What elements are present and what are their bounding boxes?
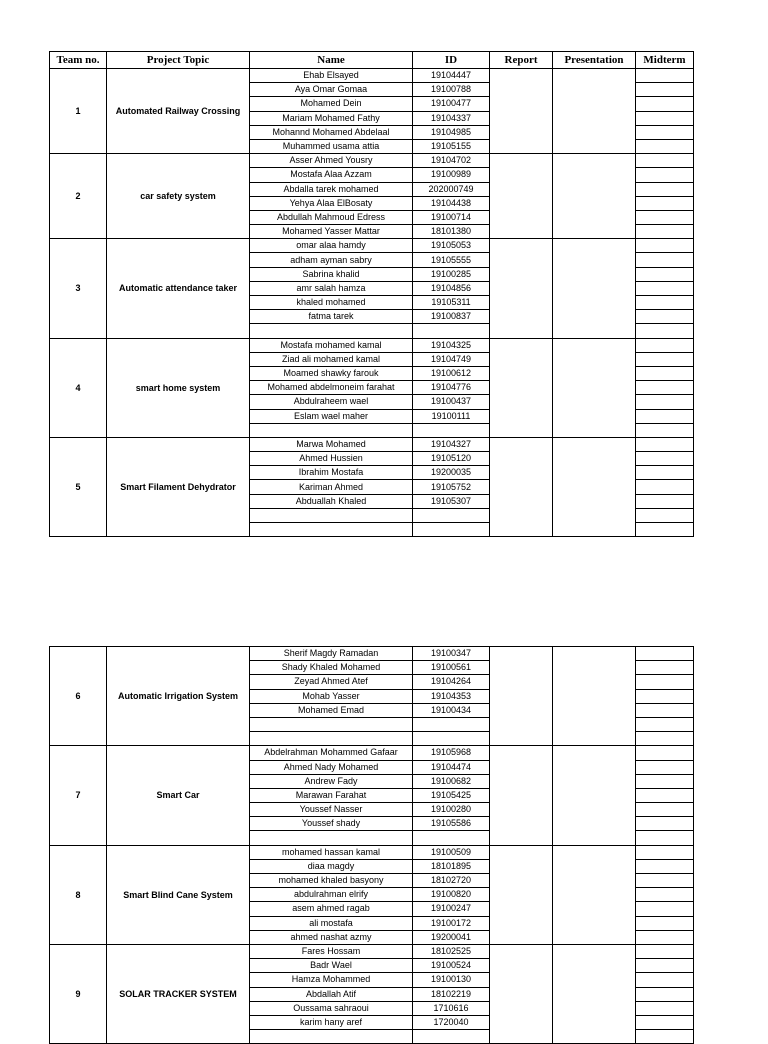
member-id-cell: 19100524: [413, 959, 490, 973]
member-name-cell: Ahmed Hussien: [250, 452, 413, 466]
member-id-cell: 19104353: [413, 689, 490, 703]
member-id-cell: [413, 1030, 490, 1044]
midterm-grade-cell[interactable]: [636, 760, 694, 774]
member-id-cell: 19100714: [413, 210, 490, 224]
member-id-cell: 19104438: [413, 196, 490, 210]
report-grade-cell[interactable]: [490, 746, 553, 845]
team-number-cell: 3: [50, 239, 107, 338]
member-name-cell: Oussama sahraoui: [250, 1001, 413, 1015]
member-name-cell: Mariam Mohamed Fathy: [250, 111, 413, 125]
member-id-cell: 19100477: [413, 97, 490, 111]
member-name-cell: mohamed hassan kamal: [250, 845, 413, 859]
member-name-cell: Kariman Ahmed: [250, 480, 413, 494]
member-id-cell: 19100612: [413, 366, 490, 380]
member-id-cell: [413, 423, 490, 437]
member-name-cell: [250, 423, 413, 437]
member-name-cell: asem ahmed ragab: [250, 902, 413, 916]
project-teams-table-1: [49, 51, 694, 537]
member-id-cell: [413, 717, 490, 731]
member-name-cell: Mohamed Emad: [250, 703, 413, 717]
member-name-cell: Eslam wael maher: [250, 409, 413, 423]
midterm-grade-cell[interactable]: [636, 689, 694, 703]
member-id-cell: 18101895: [413, 859, 490, 873]
member-id-cell: 19105968: [413, 746, 490, 760]
midterm-grade-cell[interactable]: [636, 675, 694, 689]
header-midterm: Midterm: [636, 52, 694, 69]
midterm-grade-cell[interactable]: [636, 803, 694, 817]
midterm-grade-cell[interactable]: [636, 788, 694, 802]
midterm-grade-cell[interactable]: [636, 480, 694, 494]
member-id-cell: 19104325: [413, 338, 490, 352]
member-name-cell: mohamed khaled basyony: [250, 874, 413, 888]
midterm-grade-cell[interactable]: [636, 168, 694, 182]
member-name-cell: [250, 831, 413, 845]
member-name-cell: Mostafa mohamed kamal: [250, 338, 413, 352]
member-id-cell: 1710616: [413, 1001, 490, 1015]
header-name: Name: [250, 52, 413, 69]
midterm-grade-cell[interactable]: [636, 253, 694, 267]
midterm-grade-cell[interactable]: [636, 281, 694, 295]
member-id-cell: 18101380: [413, 225, 490, 239]
member-name-cell: Youssef Nasser: [250, 803, 413, 817]
midterm-grade-cell[interactable]: [636, 874, 694, 888]
member-id-cell: 19200041: [413, 930, 490, 944]
team-number-cell: 5: [50, 437, 107, 536]
member-name-cell: adham ayman sabry: [250, 253, 413, 267]
midterm-grade-cell[interactable]: [636, 944, 694, 958]
midterm-grade-cell[interactable]: [636, 523, 694, 537]
midterm-grade-cell[interactable]: [636, 182, 694, 196]
member-name-cell: Ehab Elsayed: [250, 69, 413, 83]
member-name-cell: Moamed shawky farouk: [250, 366, 413, 380]
member-id-cell: 19100247: [413, 902, 490, 916]
member-name-cell: Muhammed usama attia: [250, 139, 413, 153]
project-topic-cell: Smart Blind Cane System: [107, 845, 250, 944]
member-id-cell: 19100347: [413, 647, 490, 661]
member-name-cell: Marwa Mohamed: [250, 437, 413, 451]
midterm-grade-cell[interactable]: [636, 973, 694, 987]
midterm-grade-cell[interactable]: [636, 466, 694, 480]
member-id-cell: 19100509: [413, 845, 490, 859]
member-name-cell: Abduallah Khaled: [250, 494, 413, 508]
midterm-grade-cell[interactable]: [636, 338, 694, 352]
member-id-cell: 19100130: [413, 973, 490, 987]
member-id-cell: 19100111: [413, 409, 490, 423]
team-number-cell: 2: [50, 154, 107, 239]
member-id-cell: 19100285: [413, 267, 490, 281]
project-topic-cell: Automatic Irrigation System: [107, 647, 250, 746]
midterm-grade-cell[interactable]: [636, 859, 694, 873]
member-name-cell: Aya Omar Gomaa: [250, 83, 413, 97]
member-name-cell: Mohab Yasser: [250, 689, 413, 703]
member-name-cell: Asser Ahmed Yousry: [250, 154, 413, 168]
member-id-cell: 18102525: [413, 944, 490, 958]
member-id-cell: 19100788: [413, 83, 490, 97]
project-teams-table-2: [49, 646, 694, 1044]
table-row: [50, 845, 694, 859]
report-grade-cell[interactable]: [490, 154, 553, 239]
team-number-cell: 7: [50, 746, 107, 845]
midterm-grade-cell[interactable]: [636, 196, 694, 210]
midterm-grade-cell[interactable]: [636, 395, 694, 409]
project-topic-cell: Automated Railway Crossing: [107, 69, 250, 154]
member-name-cell: Ziad ali mohamed kamal: [250, 352, 413, 366]
member-id-cell: 19104985: [413, 125, 490, 139]
midterm-grade-cell[interactable]: [636, 437, 694, 451]
member-id-cell: 19104447: [413, 69, 490, 83]
report-grade-cell[interactable]: [490, 338, 553, 437]
member-id-cell: 19100837: [413, 310, 490, 324]
midterm-grade-cell[interactable]: [636, 381, 694, 395]
member-name-cell: [250, 717, 413, 731]
midterm-grade-cell[interactable]: [636, 239, 694, 253]
member-id-cell: 19200035: [413, 466, 490, 480]
midterm-grade-cell[interactable]: [636, 508, 694, 522]
midterm-grade-cell[interactable]: [636, 1015, 694, 1029]
member-id-cell: 202000749: [413, 182, 490, 196]
midterm-grade-cell[interactable]: [636, 267, 694, 281]
header-id: ID: [413, 52, 490, 69]
header-project-topic: Project Topic: [107, 52, 250, 69]
midterm-grade-cell[interactable]: [636, 352, 694, 366]
member-id-cell: 19104702: [413, 154, 490, 168]
midterm-grade-cell[interactable]: [636, 732, 694, 746]
member-name-cell: Abdulraheem wael: [250, 395, 413, 409]
midterm-grade-cell[interactable]: [636, 154, 694, 168]
member-id-cell: 19104327: [413, 437, 490, 451]
midterm-grade-cell[interactable]: [636, 310, 694, 324]
member-name-cell: Yehya Alaa ElBosaty: [250, 196, 413, 210]
midterm-grade-cell[interactable]: [636, 409, 694, 423]
midterm-grade-cell[interactable]: [636, 324, 694, 338]
project-topic-cell: Smart Car: [107, 746, 250, 845]
member-name-cell: diaa magdy: [250, 859, 413, 873]
member-id-cell: 19104474: [413, 760, 490, 774]
midterm-grade-cell[interactable]: [636, 902, 694, 916]
midterm-grade-cell[interactable]: [636, 746, 694, 760]
report-grade-cell[interactable]: [490, 437, 553, 536]
header-row: [50, 52, 694, 69]
header-presentation: Presentation: [553, 52, 636, 69]
project-topic-cell: SOLAR TRACKER SYSTEM: [107, 944, 250, 1043]
table-row: [50, 239, 694, 253]
midterm-grade-cell[interactable]: [636, 930, 694, 944]
member-name-cell: Badr Wael: [250, 959, 413, 973]
member-id-cell: 19104856: [413, 281, 490, 295]
member-id-cell: 19100561: [413, 661, 490, 675]
member-id-cell: [413, 523, 490, 537]
member-id-cell: 19104337: [413, 111, 490, 125]
member-name-cell: Ibrahim Mostafa: [250, 466, 413, 480]
table-row: [50, 69, 694, 83]
member-id-cell: 19105311: [413, 296, 490, 310]
team-number-cell: 8: [50, 845, 107, 944]
member-id-cell: 19100820: [413, 888, 490, 902]
member-id-cell: 19100280: [413, 803, 490, 817]
midterm-grade-cell[interactable]: [636, 139, 694, 153]
member-id-cell: 19105752: [413, 480, 490, 494]
member-id-cell: 19104776: [413, 381, 490, 395]
table-2-body: [50, 647, 694, 1044]
table-row: [50, 746, 694, 760]
report-grade-cell[interactable]: [490, 944, 553, 1043]
member-id-cell: 19105555: [413, 253, 490, 267]
member-id-cell: 19105586: [413, 817, 490, 831]
member-id-cell: 19100437: [413, 395, 490, 409]
presentation-grade-cell[interactable]: [553, 647, 636, 746]
table-row: [50, 437, 694, 451]
member-id-cell: 1720040: [413, 1015, 490, 1029]
member-name-cell: Ahmed Nady Mohamed: [250, 760, 413, 774]
member-id-cell: 19100172: [413, 916, 490, 930]
presentation-grade-cell[interactable]: [553, 746, 636, 845]
member-name-cell: amr salah hamza: [250, 281, 413, 295]
midterm-grade-cell[interactable]: [636, 845, 694, 859]
midterm-grade-cell[interactable]: [636, 296, 694, 310]
member-name-cell: Youssef shady: [250, 817, 413, 831]
member-name-cell: karim hany aref: [250, 1015, 413, 1029]
midterm-grade-cell[interactable]: [636, 717, 694, 731]
member-id-cell: 19100434: [413, 703, 490, 717]
member-id-cell: 19100989: [413, 168, 490, 182]
midterm-grade-cell[interactable]: [636, 366, 694, 380]
midterm-grade-cell[interactable]: [636, 494, 694, 508]
member-id-cell: 19104264: [413, 675, 490, 689]
team-number-cell: 4: [50, 338, 107, 437]
member-name-cell: Abdelrahman Mohammed Gafaar: [250, 746, 413, 760]
member-name-cell: Abdallah Atif: [250, 987, 413, 1001]
team-number-cell: 1: [50, 69, 107, 154]
member-id-cell: 18102720: [413, 874, 490, 888]
midterm-grade-cell[interactable]: [636, 210, 694, 224]
member-id-cell: 19105307: [413, 494, 490, 508]
member-id-cell: [413, 732, 490, 746]
midterm-grade-cell[interactable]: [636, 1030, 694, 1044]
presentation-grade-cell[interactable]: [553, 845, 636, 944]
member-name-cell: [250, 1030, 413, 1044]
project-topic-cell: Automatic attendance taker: [107, 239, 250, 338]
midterm-grade-cell[interactable]: [636, 111, 694, 125]
member-id-cell: 19100682: [413, 774, 490, 788]
member-id-cell: [413, 508, 490, 522]
member-name-cell: Abdullah Mahmoud Edress: [250, 210, 413, 224]
presentation-grade-cell[interactable]: [553, 944, 636, 1043]
member-name-cell: ali mostafa: [250, 916, 413, 930]
midterm-grade-cell[interactable]: [636, 987, 694, 1001]
header-team-no: Team no.: [50, 52, 107, 69]
member-id-cell: [413, 831, 490, 845]
member-name-cell: Hamza Mohammed: [250, 973, 413, 987]
midterm-grade-cell[interactable]: [636, 452, 694, 466]
midterm-grade-cell[interactable]: [636, 959, 694, 973]
member-name-cell: Fares Hossam: [250, 944, 413, 958]
member-name-cell: [250, 523, 413, 537]
member-name-cell: omar alaa hamdy: [250, 239, 413, 253]
midterm-grade-cell[interactable]: [636, 916, 694, 930]
member-id-cell: 19105053: [413, 239, 490, 253]
member-id-cell: 19105425: [413, 788, 490, 802]
member-name-cell: Mohamed abdelmoneim farahat: [250, 381, 413, 395]
midterm-grade-cell[interactable]: [636, 831, 694, 845]
midterm-grade-cell[interactable]: [636, 97, 694, 111]
member-name-cell: Marawan Farahat: [250, 788, 413, 802]
member-name-cell: Abdalla tarek mohamed: [250, 182, 413, 196]
member-name-cell: Sherif Magdy Ramadan: [250, 647, 413, 661]
member-name-cell: khaled mohamed: [250, 296, 413, 310]
member-id-cell: 19104749: [413, 352, 490, 366]
midterm-grade-cell[interactable]: [636, 888, 694, 902]
member-name-cell: Sabrina khalid: [250, 267, 413, 281]
member-name-cell: Mostafa Alaa Azzam: [250, 168, 413, 182]
midterm-grade-cell[interactable]: [636, 817, 694, 831]
midterm-grade-cell[interactable]: [636, 125, 694, 139]
member-name-cell: [250, 732, 413, 746]
member-name-cell: Mohamed Yasser Mattar: [250, 225, 413, 239]
table-row: [50, 647, 694, 661]
midterm-grade-cell[interactable]: [636, 69, 694, 83]
midterm-grade-cell[interactable]: [636, 647, 694, 661]
table-row: [50, 154, 694, 168]
report-grade-cell[interactable]: [490, 845, 553, 944]
header-report: Report: [490, 52, 553, 69]
project-topic-cell: smart home system: [107, 338, 250, 437]
table-row: [50, 944, 694, 958]
member-name-cell: abdulrahman elrify: [250, 888, 413, 902]
table-row: [50, 338, 694, 352]
member-name-cell: Andrew Fady: [250, 774, 413, 788]
member-name-cell: [250, 508, 413, 522]
presentation-grade-cell[interactable]: [553, 69, 636, 154]
report-grade-cell[interactable]: [490, 69, 553, 154]
midterm-grade-cell[interactable]: [636, 423, 694, 437]
midterm-grade-cell[interactable]: [636, 774, 694, 788]
report-grade-cell[interactable]: [490, 647, 553, 746]
member-name-cell: Mohannd Mohamed Abdelaal: [250, 125, 413, 139]
table-1-body: [50, 69, 694, 537]
team-number-cell: 6: [50, 647, 107, 746]
member-id-cell: 19105120: [413, 452, 490, 466]
midterm-grade-cell[interactable]: [636, 225, 694, 239]
midterm-grade-cell[interactable]: [636, 83, 694, 97]
member-name-cell: Shady Khaled Mohamed: [250, 661, 413, 675]
team-number-cell: 9: [50, 944, 107, 1043]
presentation-grade-cell[interactable]: [553, 338, 636, 437]
project-topic-cell: Smart Filament Dehydrator: [107, 437, 250, 536]
member-id-cell: 18102219: [413, 987, 490, 1001]
midterm-grade-cell[interactable]: [636, 1001, 694, 1015]
member-name-cell: Mohamed Dein: [250, 97, 413, 111]
midterm-grade-cell[interactable]: [636, 661, 694, 675]
presentation-grade-cell[interactable]: [553, 239, 636, 338]
midterm-grade-cell[interactable]: [636, 703, 694, 717]
presentation-grade-cell[interactable]: [553, 154, 636, 239]
member-name-cell: [250, 324, 413, 338]
report-grade-cell[interactable]: [490, 239, 553, 338]
member-id-cell: 19105155: [413, 139, 490, 153]
member-name-cell: ahmed nashat azmy: [250, 930, 413, 944]
presentation-grade-cell[interactable]: [553, 437, 636, 536]
project-topic-cell: car safety system: [107, 154, 250, 239]
member-name-cell: fatma tarek: [250, 310, 413, 324]
member-name-cell: Zeyad Ahmed Atef: [250, 675, 413, 689]
member-id-cell: [413, 324, 490, 338]
